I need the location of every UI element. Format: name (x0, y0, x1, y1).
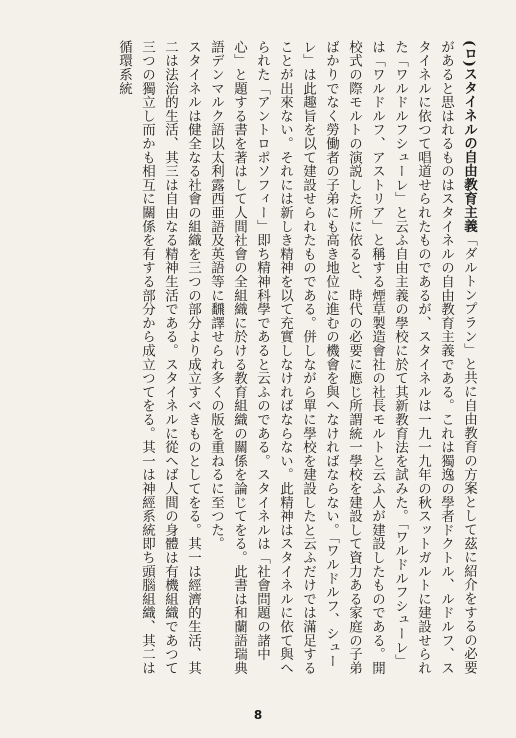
paragraph-2 (112, 40, 204, 680)
paragraph-1 (204, 40, 480, 680)
paragraph-2-body: スタイネルは健全なる社會の組織を三つの部分より成立すべきものとしてをる。其一は經濟的生活、其二は法治的生活、其三は自由なる精神生活である。スタイネルに從へば人間の身體は有機組織であつて三つの獨立し而かも相互に關係を有する部分から成立つてをる。其一は神經系統即ち頭腦組織、其二は循環系統 (116, 40, 201, 675)
page-number: 8 (253, 708, 263, 722)
section-heading: (ロ)スタイネルの自由教育主義 (461, 40, 477, 233)
vertical-text-block (32, 40, 480, 680)
paragraph-1-body: 「ダルトンプラン」と共に自由教育の方案として茲に紹介をするの必要があると思はれるものはスタイネルの自由教育主義である。これは獨逸の學者ドクトル、ルドルフ、スタイネルに依つて唱道せられたものであるが、スタイネルは一九一九年の秋スットガルトに建設せられた「ワルドルフシューレ」と云ふ自由主義の學校に於て其新教育法を試みた。「ワルドルフシューレ」は「ワルドルフ、アストリア」と稱する煙草製造會社の社長モルトと云ふ人が建設したものである。開校式の際モルトの演説した所に依ると、時代の必要に應じ所謂統一學校を建設して資力ある家庭の子弟ばかりでなく勞働者の子弟にも高き地位に進むの機會を與へなければならない。「ワルドルフ、シューレ」は此趣旨を以て建設せられたものである。併しながら單に學校を建設したと云ふだけでは滿足することが出來ない。それには新しき精神を以て充實しなければならない。此精神はスタイネルに依て與へられた「アントロポソフィー」即ち精神科學であると云ふのである。スタイネルは「社會問題の諸中心」と題する書を著はして人間社會の全組織に於ける教育組織の關係を論じてをる。此書は和蘭語瑞典語デンマルク語以太利露西亜語及英語等に飜譯せられ多くの版を重ねるに至つた。 (208, 40, 477, 675)
